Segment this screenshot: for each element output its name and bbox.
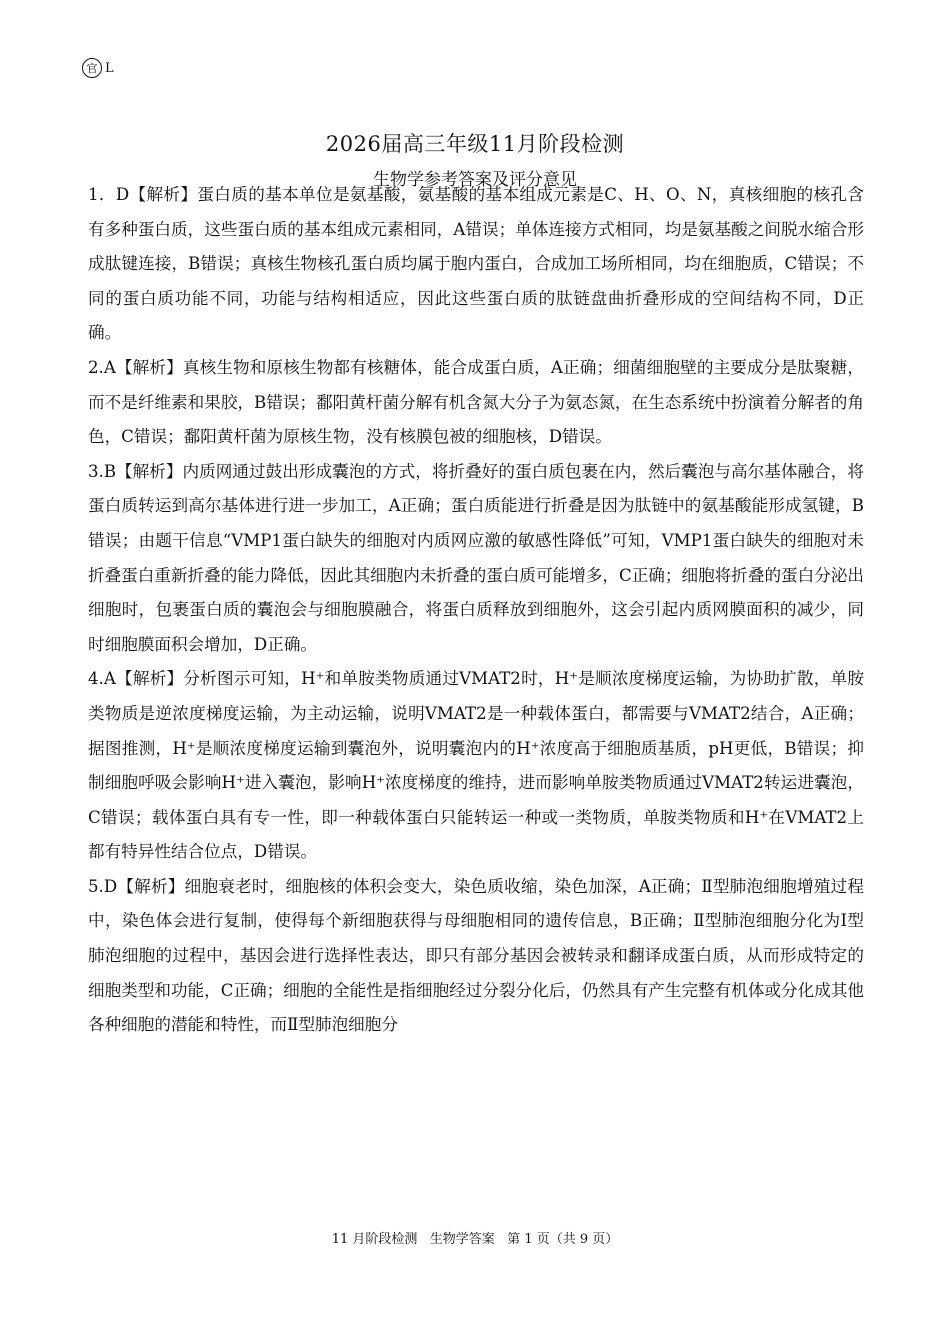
answer-1: 1．D【解析】蛋白质的基本单位是氨基酸，氨基酸的基本组成元素是C、H、O、N，真核细胞的核孔含有多种蛋白质，这些蛋白质的基本组成元素相同，A错误；单体连接方式相同，均是氨基酸之间脱水缩合形成肽键连接，B错误；真核生物核孔蛋白质均属于胞内蛋白，合成加工场所相同，均在细胞质，C错误；不同的蛋白质功能不同，功能与结构相适应，因此这些蛋白质的肽链盘曲折叠形成的空间结构不同，D正确。	[88, 185, 864, 343]
answer-2: 2.A【解析】真核生物和原核生物都有核糖体，能合成蛋白质，A正确；细菌细胞壁的主要成分是肽聚糖，而不是纤维素和果胶，B错误；鄱阳黄杆菌分解有机含氮大分子为氨态氮，在生态系统中扮演着分解者的角色，C错误；鄱阳黄杆菌为原核生物，没有核膜包被的细胞核，D错误。	[88, 357, 864, 447]
badge-glyph: 官	[86, 61, 98, 75]
answer-4: 4.A【解析】分析图示可知，H⁺和单胺类物质通过VMAT2时，H⁺是顺浓度梯度运输，为协助扩散，单胺类物质是逆浓度梯度运输，为主动运输，说明VMAT2是一种载体蛋白，都需要与VMAT2结合，A正确；据图推测，H⁺是顺浓度梯度运输到囊泡外，说明囊泡内的H⁺浓度高于细胞质基质，pH更低，B错误；抑制细胞呼吸会影响H⁺进入囊泡，影响H⁺浓度梯度的维持，进而影响单胺类物质通过VMAT2转运进囊泡，C错误；载体蛋白具有专一性，即一种载体蛋白只能转运一种或一类物质，单胺类物质和H⁺在VMAT2上都有特异性结合位点，D错误。	[88, 669, 864, 862]
answer-list	[88, 178, 864, 1043]
header-badge	[82, 58, 114, 78]
answer-5: 5.D【解析】细胞衰老时，细胞核的体积会变大，染色质收缩，染色加深，A正确；Ⅱ型肺泡细胞增殖过程中，染色体会进行复制，使得每个新细胞获得与母细胞相同的遗传信息，B正确；Ⅱ型肺泡细胞分化为Ⅰ型肺泡细胞的过程中，基因会进行选择性表达，即只有部分基因会被转录和翻译成蛋白质，从而形成特定的细胞类型和功能，C正确；细胞的全能性是指细胞经过分裂分化后，仍然具有产生完整有机体或分化成其他各种细胞的潜能和特性，而Ⅱ型肺泡细胞分	[88, 876, 865, 1035]
page-footer: 11 月阶段检测 生物学答案 第 1 页（共 9 页）	[331, 1232, 619, 1247]
badge-seal-icon	[82, 58, 102, 78]
badge-letter: L	[105, 60, 114, 76]
page-title: 2026届高三年级11月阶段检测	[325, 132, 625, 156]
page-subtitle: 生物学参考答案及评分意见	[373, 170, 577, 190]
answer-3: 3.B【解析】内质网通过鼓出形成囊泡的方式，将折叠好的蛋白质包裹在内，然后囊泡与高尔基体融合，将蛋白质转运到高尔基体进行进一步加工，A正确；蛋白质能进行折叠是因为肽链中的氨基酸能形成氢键，B错误；由题干信息“VMP1蛋白缺失的细胞对内质网应激的敏感性降低”可知，VMP1蛋白缺失的细胞对未折叠蛋白重新折叠的能力降低，因此其细胞内未折叠的蛋白质可能增多，C正确；细胞将折叠的蛋白分泌出细胞时，包裹蛋白质的囊泡会与细胞膜融合，将蛋白质释放到细胞外，这会引起内质网膜面积的减少，同时细胞膜面积会增加，D正确。	[88, 461, 865, 654]
